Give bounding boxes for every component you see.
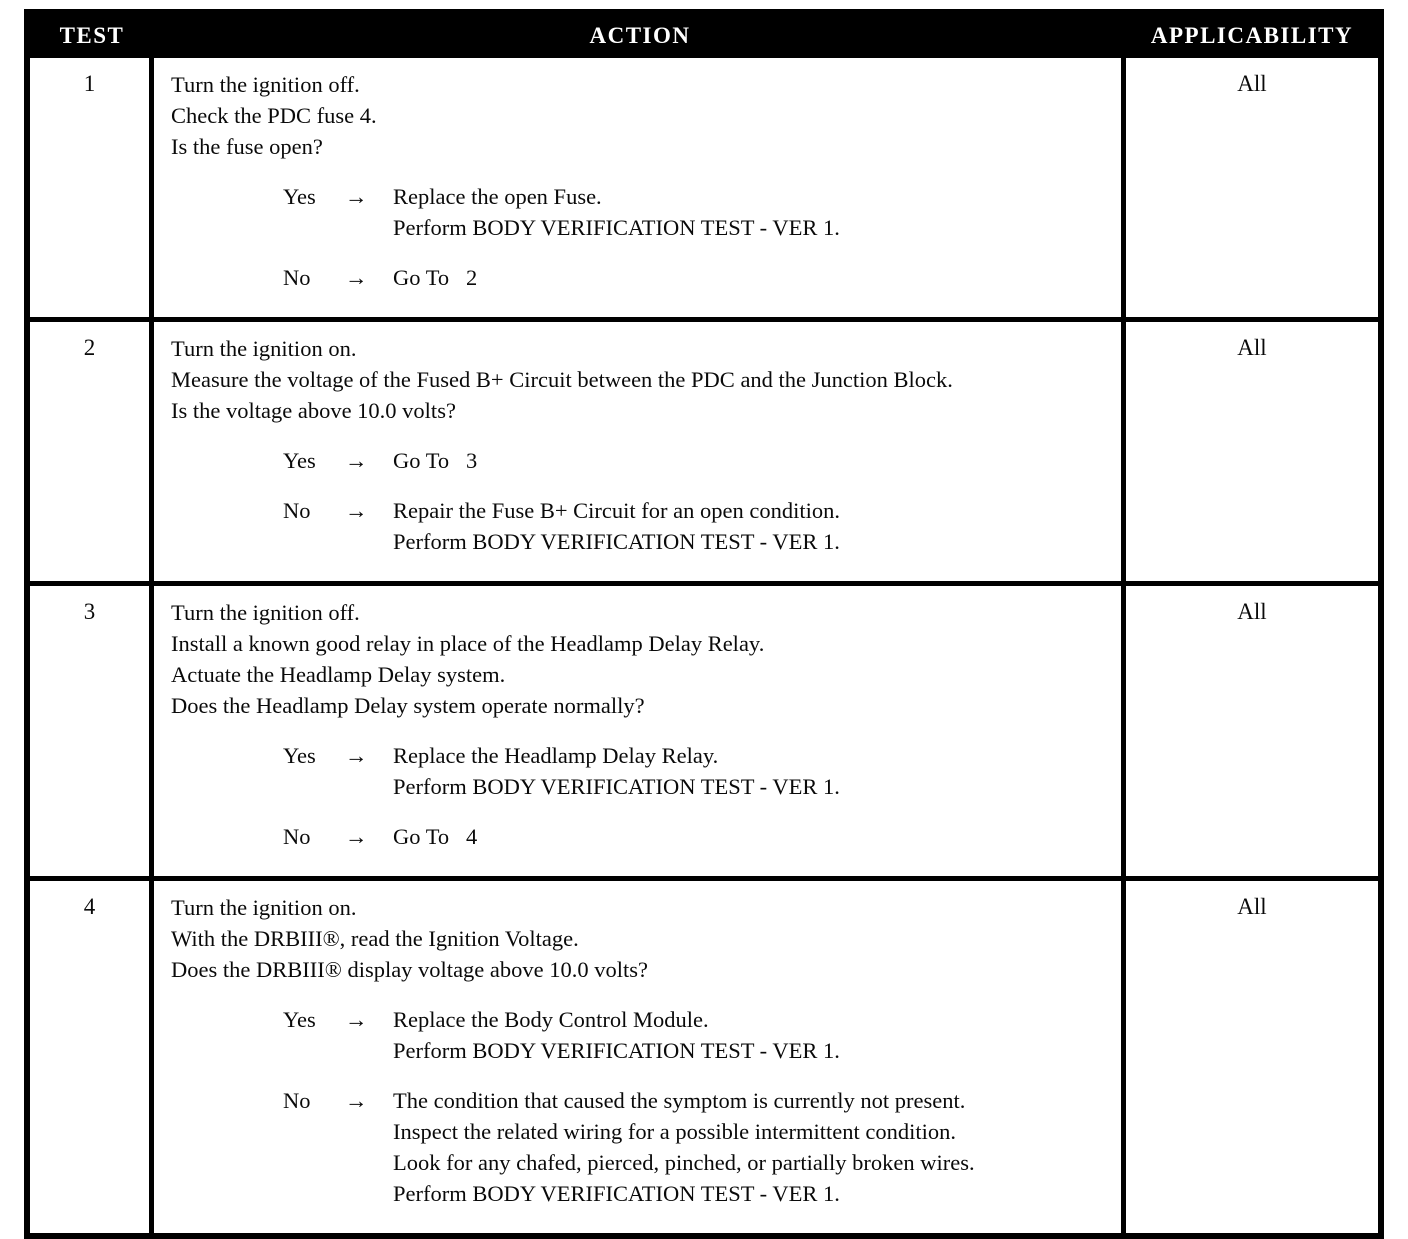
action-statement: Turn the ignition on. [171, 336, 357, 361]
decision-branch [171, 495, 1107, 557]
test-row [30, 58, 1378, 317]
diagnostic-test-table [24, 9, 1384, 1239]
test-number-cell: 2 [30, 322, 154, 581]
branch-label: No [283, 498, 311, 523]
branch-result-line: Perform BODY VERIFICATION TEST - VER 1. [393, 215, 840, 240]
arrow-icon: → [345, 743, 368, 768]
action-statement: Turn the ignition on. [171, 895, 357, 920]
branch-results [393, 821, 1107, 852]
branch-result-line: Repair the Fuse B+ Circuit for an open condition. [393, 498, 840, 523]
arrow-icon: → [345, 498, 368, 523]
branch-label: Yes [283, 743, 316, 768]
applicability-cell: All [1237, 894, 1267, 919]
branch-results [393, 262, 1107, 293]
decision-branch [171, 1004, 1107, 1066]
action-cell [154, 586, 1126, 876]
header-action: ACTION [589, 23, 691, 48]
branch-label: Yes [283, 1007, 316, 1032]
branch-result-line: Inspect the related wiring for a possible intermittent condition. [393, 1119, 956, 1144]
table-header-row [30, 15, 1378, 58]
test-number-cell: 3 [30, 586, 154, 876]
action-statement: With the DRBIII®, read the Ignition Voltage. [171, 926, 579, 951]
arrow-icon: → [345, 824, 368, 849]
branch-label: No [283, 824, 311, 849]
branch-label: No [283, 265, 311, 290]
table-body [30, 58, 1378, 1233]
branch-results [393, 495, 1107, 557]
applicability-cell: All [1237, 71, 1267, 96]
branch-result-line: Perform BODY VERIFICATION TEST - VER 1. [393, 1038, 840, 1063]
arrow-icon: → [345, 265, 368, 290]
action-statement: Does the DRBIII® display voltage above 10.0 volts? [171, 957, 649, 982]
branch-result-line: Replace the Headlamp Delay Relay. [393, 743, 719, 768]
action-cell [154, 881, 1126, 1233]
applicability-cell: All [1237, 599, 1267, 624]
arrow-icon: → [345, 1007, 368, 1032]
decision-branch [171, 740, 1107, 802]
action-cell [154, 58, 1126, 317]
decision-branch [171, 181, 1107, 243]
branch-results [393, 181, 1107, 243]
branch-result-line: Replace the Body Control Module. [393, 1007, 709, 1032]
action-cell [154, 322, 1126, 581]
action-statement: Turn the ignition off. [171, 72, 360, 97]
branch-result-line: Replace the open Fuse. [393, 184, 602, 209]
action-statement: Is the voltage above 10.0 volts? [171, 398, 456, 423]
branch-label: No [283, 1088, 311, 1113]
branch-result-line: Look for any chafed, pierced, pinched, or partially broken wires. [393, 1150, 975, 1175]
test-number-cell: 1 [30, 58, 154, 317]
decision-branch [171, 821, 1107, 852]
header-applicability: APPLICABILITY [1150, 23, 1354, 48]
action-statement: Is the fuse open? [171, 134, 323, 159]
branch-label: Yes [283, 448, 316, 473]
branch-results [393, 1004, 1107, 1066]
action-statement: Turn the ignition off. [171, 600, 360, 625]
branch-result-line: The condition that caused the symptom is currently not present. [393, 1088, 966, 1113]
arrow-icon: → [345, 184, 368, 209]
decision-branch [171, 445, 1107, 476]
branch-result-line: Perform BODY VERIFICATION TEST - VER 1. [393, 774, 840, 799]
branch-result-line: Go To 3 [393, 448, 478, 473]
header-test: TEST [59, 23, 125, 48]
branch-label: Yes [283, 184, 316, 209]
branch-result-line: Perform BODY VERIFICATION TEST - VER 1. [393, 529, 840, 554]
action-statement: Check the PDC fuse 4. [171, 103, 377, 128]
action-statement: Actuate the Headlamp Delay system. [171, 662, 506, 687]
test-row [30, 876, 1378, 1233]
branch-result-line: Go To 2 [393, 265, 478, 290]
decision-branch [171, 1085, 1107, 1209]
test-row [30, 317, 1378, 581]
branch-results [393, 740, 1107, 802]
arrow-icon: → [345, 1088, 368, 1113]
branch-result-line: Go To 4 [393, 824, 478, 849]
branch-results [393, 445, 1107, 476]
action-statement: Measure the voltage of the Fused B+ Circuit between the PDC and the Junction Block. [171, 367, 953, 392]
arrow-icon: → [345, 448, 368, 473]
test-row [30, 581, 1378, 876]
decision-branch [171, 262, 1107, 293]
action-statement: Install a known good relay in place of the Headlamp Delay Relay. [171, 631, 765, 656]
applicability-cell: All [1237, 335, 1267, 360]
branch-results [393, 1085, 1107, 1209]
test-number-cell: 4 [30, 881, 154, 1233]
action-statement: Does the Headlamp Delay system operate normally? [171, 693, 645, 718]
branch-result-line: Perform BODY VERIFICATION TEST - VER 1. [393, 1181, 840, 1206]
